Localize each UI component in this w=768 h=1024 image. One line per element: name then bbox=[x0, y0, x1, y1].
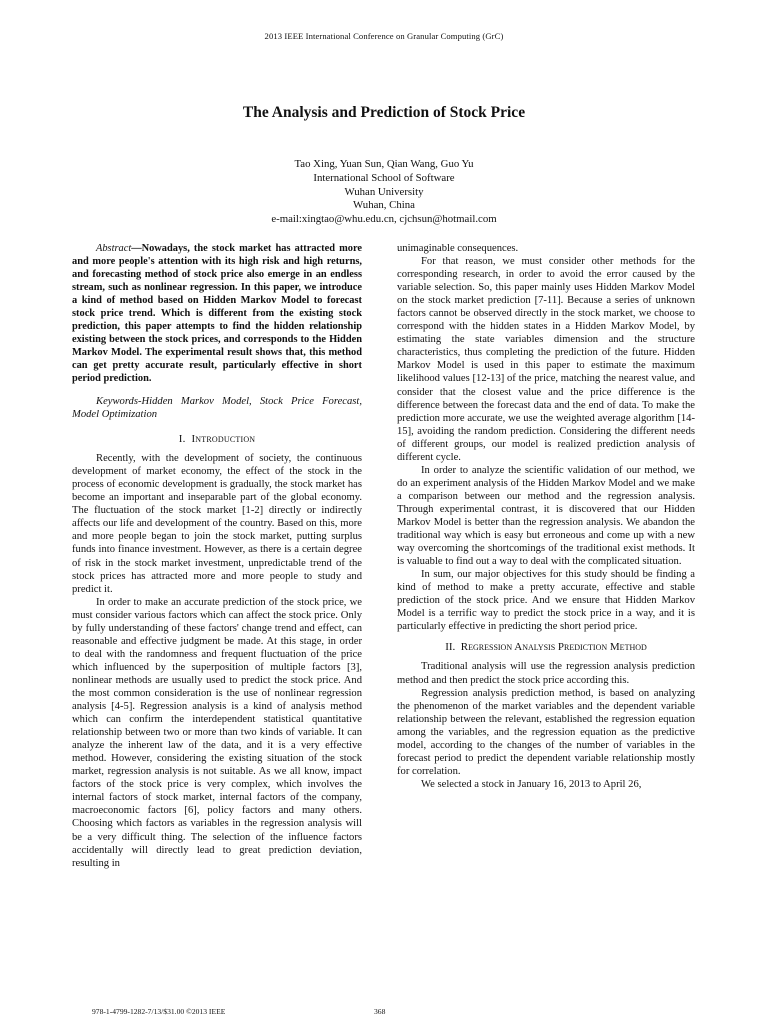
page-number: 368 bbox=[374, 1007, 386, 1016]
keywords: Keywords-Hidden Markov Model, Stock Price Forecast, Model Optimization bbox=[72, 396, 362, 421]
paragraph: Traditional analysis will use the regression analysis prediction method and then predict the stock price according this. bbox=[397, 661, 695, 686]
abstract-text: —Nowadays, the stock market has attracted more and more people's attention with its high risk and high returns, and forecasting method of stock price also emerge in an endless stream, such as nonlinear regression. In this paper, we introduce a kind of method based on Hidden Markov Model to forecast stock price trend. Which is different from the existing stock prediction, this paper attempts to find the hidden relationship existing between the stock prices, and corresponds to the Hidden Markov Model. The experimental result shows that, this method can get pretty accurate result, particularly effective in short period prediction. bbox=[72, 243, 362, 384]
author-location: Wuhan, China bbox=[353, 199, 415, 212]
section-heading-introduction bbox=[72, 433, 362, 446]
section-number: I. bbox=[178, 433, 186, 446]
copyright-footer: 978-1-4799-1282-7/13/$31.00 ©2013 IEEE bbox=[92, 1007, 226, 1016]
conference-header: 2013 IEEE International Conference on Granular Computing (GrC) bbox=[264, 31, 504, 41]
right-column bbox=[397, 242, 695, 791]
paragraph: unimaginable consequences. bbox=[397, 243, 519, 254]
paragraph: For that reason, we must consider other methods for the corresponding research, in order to avoid the error caused by the variable selection. So, this paper mainly uses Hidden Markov Model on the stock market prediction [7-11]. Because a series of unknown factors cannot be observed directly in the stock market, we choose to correspond with the hidden states in a Hidden Markov Model, by estimating the state variables dimension and the structure characteristics, thus completing the prediction of the future. Hidden Markov Model is used in this paper to estimate the maximum likelihood values [12-13] of the price, matching the nearest value, and consider that the closest value and the price difference is the difference between the forecast data and the end of data. To make the prediction more accurate, we use the weighted average algorithm [14-15], avoiding the random prediction. Considering the different needs of different groups, our model is realized prediction analysis of different cycle. bbox=[397, 256, 695, 463]
paragraph: Recently, with the development of society, the continuous development of market economy, the effect of the stock in the process of economic development is gradually, the stock market has become an important and inseparable part of the global economy. The fluctuation of the stock market [1-2] directly or indirectly affects our life and development of the country. Based on this, more and more people began to join the stock market, putting surplus funds into finance investment. However, as there is a certain degree of risk in the stock market investment, unpredictable trend of the stock prices has attracted more and more people to study and predict it. bbox=[72, 453, 362, 595]
paper-title: The Analysis and Prediction of Stock Price bbox=[242, 104, 526, 121]
paragraph: In order to analyze the scientific validation of our method, we do an experiment analysis of the Hidden Markov Model and we make a comparison between our method and the regression analysis. Through experimental contrast, it is discovered that our Hidden Markov Model is better than the regression analysis. We abandon the traditional way which is easy but erroneous and come up with a new way overcoming the shortcomings of the traditional exist methods. It is valuable to find out a way to deal with the complicated situation. bbox=[397, 464, 695, 568]
paragraph: We selected a stock in January 16, 2013 to April 26, bbox=[421, 778, 642, 790]
author-university: Wuhan University bbox=[344, 185, 424, 198]
author-school: International School of Software bbox=[313, 171, 455, 184]
paragraph: Regression analysis prediction method, is based on analyzing the phenomenon of the market variables and the dependent variable relationship between the relevant, established the regression equation among the variables, and the regression equation as the predictive model, according to the changes of the number of variables in the forecast period to predict the dependent variable relationship mostly for correlation. bbox=[397, 687, 695, 777]
paragraph: In sum, our major objectives for this study should be finding a kind of method to make a pretty accurate, effective and stable prediction of the stock price. And we ensure that Hidden Markov Model is a terrific way to predict the stock price in a way, and it is particularly effective in predicting the short period price. bbox=[397, 569, 695, 633]
section-heading-regression bbox=[397, 641, 695, 654]
author-email: e-mail:xingtao@whu.edu.cn, cjchsun@hotmail.com bbox=[271, 213, 497, 226]
author-names: Tao Xing, Yuan Sun, Qian Wang, Guo Yu bbox=[294, 158, 474, 170]
paragraph: In order to make an accurate prediction of the stock price, we must consider various factors which can affect the stock price. Only by fully understanding of these factors' change trend and effect, can reasonable and effective judgment be made. At this stage, in order to deal with the randomness and frequent fluctuation of the price which influenced by the superposition of multiple factors [3], nonlinear methods are usually used to predict the stock price. And the most common consideration is the use of nonlinear regression analysis [4-5]. Regression analysis is a kind of analysis method which can confirm the interdependent statistical quantitative relationship between two or more than two kinds of variable. It can analyze the inherent law of the data, and it is a very effective method. However, considering the existing situation of the stock market, regression analysis is not suitable. As we all know, impact factors of the stock price is very complex, which involves the internal factors of stock market, internal factors of the company, macroeconomic factors [6], policy factors and many others. Choosing which factors as variables in the regression analysis will be a very difficult thing. The selection of the influence factors accidentally will directly lead to great prediction deviation, resulting in bbox=[72, 596, 362, 869]
author-block bbox=[0, 158, 768, 227]
abstract-label: Abstract bbox=[96, 243, 132, 254]
left-column bbox=[72, 242, 362, 870]
section-title: Introduction bbox=[191, 433, 256, 446]
abstract bbox=[72, 242, 362, 385]
section-number: II. bbox=[445, 641, 456, 654]
section-title: Regression Analysis Prediction Method bbox=[460, 641, 647, 654]
